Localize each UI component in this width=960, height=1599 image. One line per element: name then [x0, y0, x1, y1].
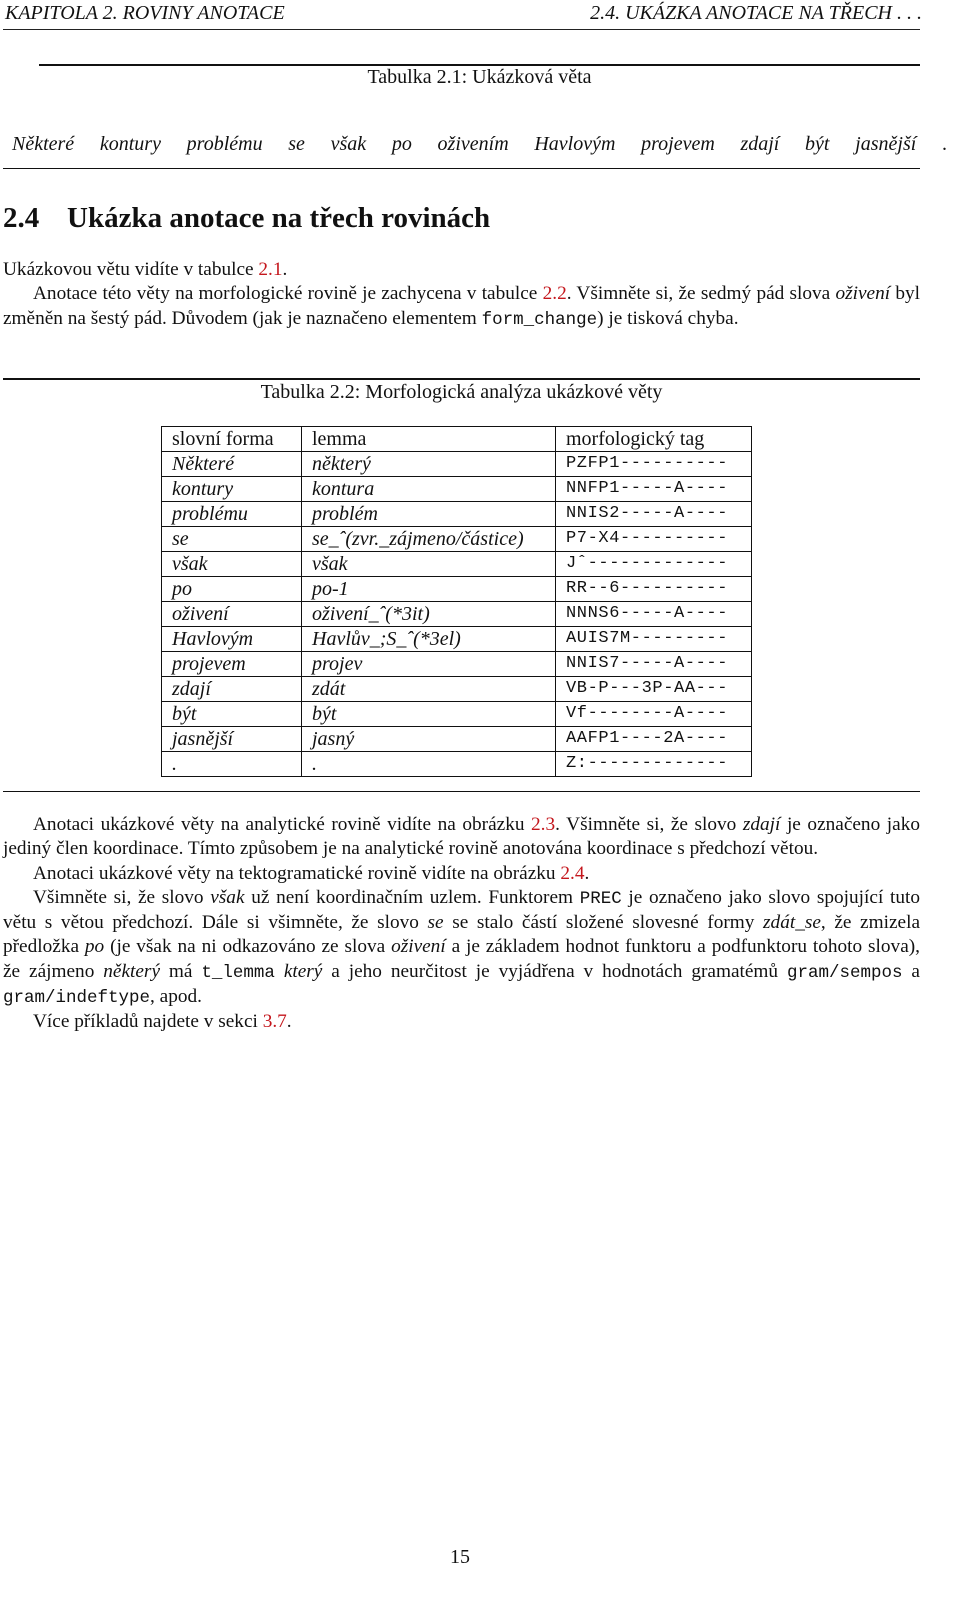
morph-tag-cell: AUIS7M--------- — [556, 627, 752, 652]
morph-tag-cell: NNNS6-----A---- — [556, 602, 752, 627]
table2-caption: Tabulka 2.2: Morfologická analýza ukázkové věty — [260, 381, 663, 403]
table1-word: zdají — [740, 133, 780, 155]
morph-tag-cell: P7-X4---------- — [556, 527, 752, 552]
section-number: 2.4 — [3, 202, 40, 234]
code-term: gram/sempos — [786, 962, 903, 983]
word-form-cell: . — [162, 752, 302, 777]
table-row — [162, 577, 752, 602]
running-head — [5, 2, 922, 25]
section-title: Ukázka anotace na třech rovinách — [67, 202, 491, 234]
table-row — [162, 652, 752, 677]
word-form-cell: se — [162, 527, 302, 552]
lemma-cell: se_ˆ(zvr._zájmeno/částice) — [302, 527, 556, 552]
lemma-cell: . — [302, 752, 556, 777]
table-row — [162, 552, 752, 577]
table1-word: být — [805, 133, 830, 155]
table-row — [162, 477, 752, 502]
word-form-cell: zdají — [162, 677, 302, 702]
word-form-cell: Havlovým — [162, 627, 302, 652]
running-head-rule — [3, 29, 920, 30]
word-form-cell: kontury — [162, 477, 302, 502]
table1-sentence — [12, 133, 947, 159]
paragraph: Všimněte si, že slovo však už není koordinačním uzlem. Funktorem PREC je označeno jako slovo spojující tuto větu s větou předchozí. Dále si všimněte, že slovo se se stalo částí složené slovesné formy zdát_se, že zmizela předložka po (je však na ni odkazováno ze slova oživení a je základem hodnot funktoru a podfunktoru tohoto slova), že zájmeno některý má t_lemma který a jeho neurčitost je vyjádřena v hodnotách gramatémů gram/sempos a gram/indeftype, apod. — [3, 886, 921, 1009]
table1-word: se — [288, 133, 305, 155]
paragraph: Anotace této věty na morfologické rovině je zachycena v tabulce 2.2. Všimněte si, že sedmý pád slova oživení byl změněn na šestý pád. Důvodem (jak je naznačeno elementem form_change) je tisková chyba. — [3, 283, 920, 330]
table-row — [162, 727, 752, 752]
lemma-cell: oživení_ˆ(*3it) — [302, 602, 556, 627]
lemma-cell: po-1 — [302, 577, 556, 602]
figure-ref-link[interactable]: 2.4 — [560, 862, 585, 884]
section-heading — [3, 202, 490, 235]
table1-word: . — [941, 133, 947, 155]
table1-word: však — [330, 133, 367, 155]
code-term: PREC — [579, 888, 622, 909]
morph-tag-cell: VB-P---3P-AA--- — [556, 677, 752, 702]
table-row — [162, 502, 752, 527]
morph-tag-cell: Vf--------A---- — [556, 702, 752, 727]
figure-ref-link[interactable]: 2.3 — [531, 814, 556, 835]
morph-tag-cell: RR--6---------- — [556, 577, 752, 602]
table-header-row — [162, 427, 752, 452]
table1-word: jasnější — [855, 133, 917, 155]
code-term: gram/indeftype — [3, 988, 151, 1009]
morph-tag-cell: NNIS7-----A---- — [556, 652, 752, 677]
paragraph: Anotaci ukázkové věty na tektogramatické rovině vidíte na obrázku 2.4. — [33, 862, 590, 884]
table1-word: Některé — [12, 133, 75, 155]
paragraph: Anotaci ukázkové věty na analytické rovině vidíte na obrázku 2.3. Všimněte si, že slovo zdají je označeno jako jediný člen koordinace. Tímto způsobem je na analytické rovině anotována koordinace s předchozí větou. — [3, 814, 920, 860]
lemma-cell: jasný — [302, 727, 556, 752]
morph-tag-cell: NNIS2-----A---- — [556, 502, 752, 527]
lemma-cell: Havlův_;S_ˆ(*3el) — [302, 627, 556, 652]
section-ref-link[interactable]: 3.7 — [262, 1011, 287, 1033]
table-ref-link[interactable]: 2.1 — [258, 259, 283, 280]
table1-bottom-rule — [3, 168, 920, 169]
table-row — [162, 527, 752, 552]
table2-bottom-rule — [3, 791, 920, 792]
word-form-cell: po — [162, 577, 302, 602]
paragraph: Více příkladů najdete v sekci 3.7. — [33, 1011, 292, 1033]
table-row — [162, 602, 752, 627]
lemma-cell: však — [302, 552, 556, 577]
table1-word: kontury — [99, 133, 161, 155]
word-form-cell: projevem — [162, 652, 302, 677]
page-number: 15 — [450, 1546, 470, 1568]
morph-tag-cell: AAFP1----2A---- — [556, 727, 752, 752]
morph-tag-cell: PZFP1---------- — [556, 452, 752, 477]
morph-tag-cell: NNFP1-----A---- — [556, 477, 752, 502]
table1-word: po — [391, 133, 412, 155]
lemma-cell: projev — [302, 652, 556, 677]
word-form-cell: být — [162, 702, 302, 727]
table1-word: projevem — [641, 133, 715, 155]
table-row — [162, 752, 752, 777]
table-ref-link[interactable]: 2.2 — [542, 283, 567, 305]
word-form-cell: problému — [162, 502, 302, 527]
table-row — [162, 627, 752, 652]
table1-word: problému — [186, 133, 263, 155]
lemma-cell: kontura — [302, 477, 556, 502]
morph-tag-cell: Jˆ------------- — [556, 552, 752, 577]
word-form-cell: oživení — [162, 602, 302, 627]
column-header: slovní forma — [162, 427, 302, 452]
lemma-cell: být — [302, 702, 556, 727]
column-header: lemma — [302, 427, 556, 452]
code-term: form_change — [481, 309, 598, 330]
intro-text — [3, 258, 920, 332]
lemma-cell: zdát — [302, 677, 556, 702]
table1-word: Havlovým — [534, 133, 616, 155]
paragraph: Ukázkovou větu vidíte v tabulce 2.1. — [3, 259, 288, 280]
running-head-chapter: KAPITOLA 2. ROVINY ANOTACE — [5, 2, 285, 24]
word-form-cell: jasnější — [162, 727, 302, 752]
code-term: t_lemma — [201, 962, 275, 983]
table-row — [162, 677, 752, 702]
morph-tag-cell: Z:------------- — [556, 752, 752, 777]
table-row — [162, 452, 752, 477]
lemma-cell: některý — [302, 452, 556, 477]
word-form-cell: Některé — [162, 452, 302, 477]
table2-top-rule — [3, 378, 920, 380]
body-text — [3, 813, 920, 1035]
lemma-cell: problém — [302, 502, 556, 527]
column-header: morfologický tag — [556, 427, 752, 452]
table-row — [162, 702, 752, 727]
table1-caption: Tabulka 2.1: Ukázková věta — [367, 66, 592, 88]
running-head-section: 2.4. UKÁZKA ANOTACE NA TŘECH . . . — [590, 2, 922, 24]
word-form-cell: však — [162, 552, 302, 577]
table1-word: oživením — [437, 133, 509, 155]
morphology-table — [161, 426, 752, 777]
